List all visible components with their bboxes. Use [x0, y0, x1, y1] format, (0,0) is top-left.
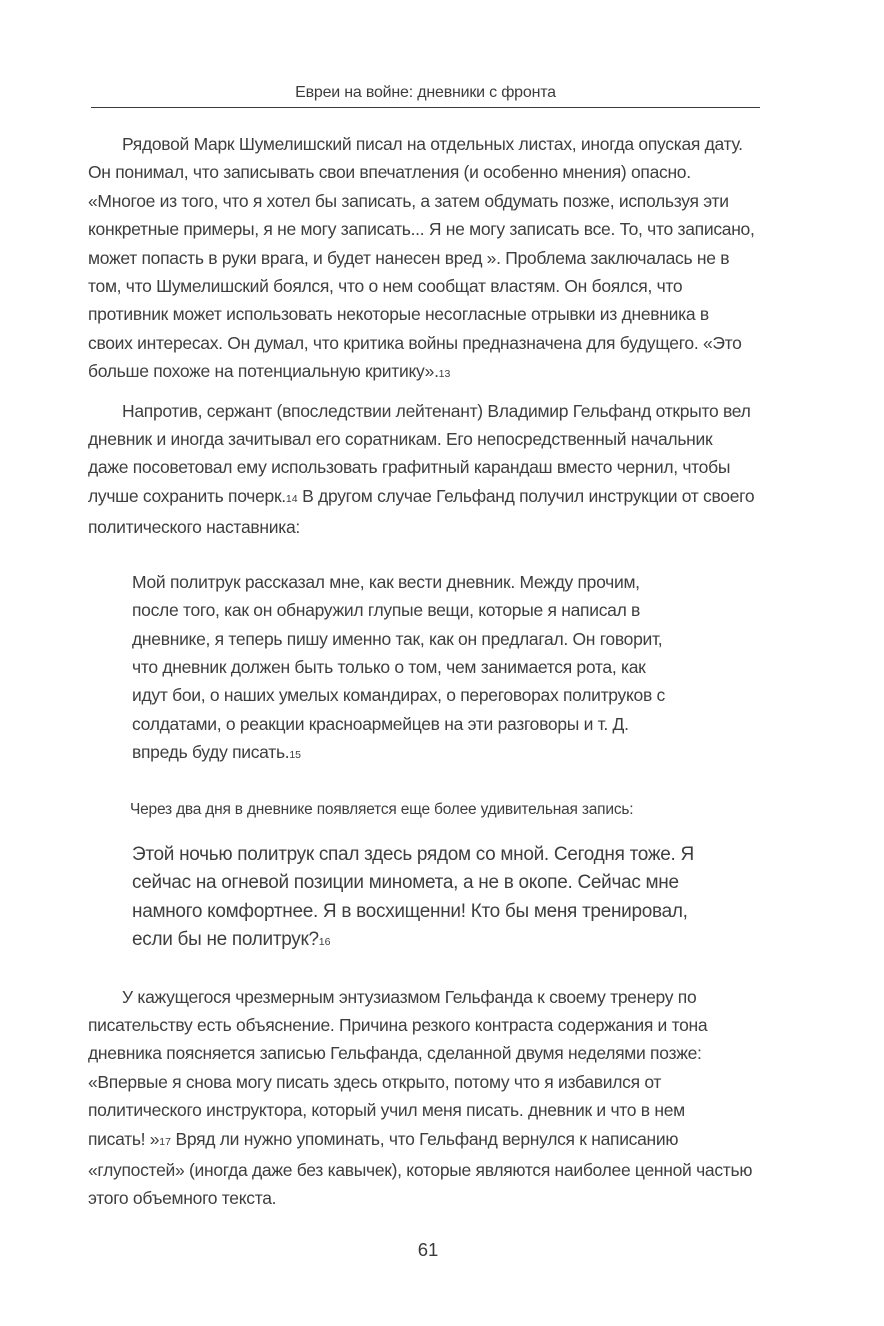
running-header-title: Евреи на войне: дневники с фронта — [295, 84, 556, 101]
page-number: 61 — [417, 1238, 439, 1260]
paragraph-explanation: У кажущегося чрезмерным энтузиазмом Гельфанда к своему тренеру по писательству есть объяснение. Причина резкого контраста содержания и тона дневника поясняется записью Гельфанда, сделанной двумя неделями позже: «Впервые я снова могу писать здесь открыто, потому что я избавился от политического инструктора, который учил меня писать. дневник и что в нем писать! »17 Вряд ли нужно упоминать, что Гельфанд вернулся к написанию «глупостей» (иногда даже без кавычек), которые являются наиболее ценной частью этого объемного текста. — [88, 986, 753, 1209]
footnote-ref: 16 — [318, 936, 331, 949]
footnote-ref: 14 — [285, 492, 298, 505]
block-quote-politruk-instructions: Мой политрук рассказал мне, как вести дневник. Между прочим, после того, как он обнаружил глупые вещи, которые я написал в дневнике, я теперь пишу именно так, как он предлагал. Он говорит, что дневник должен быть только о том, чем занимается рота, как идут бои, о наших умелых командирах, о переговорах политруков с солдатами, о реакции красноармейцев на эти разговоры и т. Д. впредь буду писать.15 — [132, 571, 665, 763]
footnote-ref: 13 — [438, 368, 451, 381]
paragraph-gelfand-intro: Напротив, сержант (впоследствии лейтенант) Владимир Гельфанд открыто вел дневник и иногда зачитывал его соратникам. Его непосредственный начальник даже посоветовал ему использовать графитный карандаш вместо чернил, чтобы лучше сохранить почерк.14 В другом случае Гельфанд получил инструкции от своего политического наставника: — [88, 400, 755, 538]
footnote-ref: 15 — [289, 749, 302, 762]
block-quote-diary-entry: Этой ночью политрук спал здесь рядом со мной. Сегодня тоже. Я сейчас на огневой позиции миномета, а не в окопе. Сейчас мне намного комфортнее. Я в восхищенни! Кто бы меня тренировал, если бы не политрук?16 — [132, 843, 694, 951]
paragraph-shumelishsky: Рядовой Марк Шумелишский писал на отдельных листах, иногда опуская дату. Он понимал, что записывать свои впечатления (и особенно мнения) опасно. «Многое из того, что я хотел бы записать, а затем обдумать позже, используя эти конкретные примеры, я не могу записать... Я не могу записать все. То, что записано, может попасть в руки врага, и будет нанесен вред ». Проблема заключалась не в том, что Шумелишский боялся, что о нем сообщат властям. Он боялся, что противник может использовать некоторые несогласные отрывки из дневника в своих интересах. Он думал, что критика войны предназначена для будущего. «Это больше похоже на потенциальную критику».13 — [88, 134, 755, 382]
footnote-ref: 17 — [159, 1135, 171, 1148]
running-header — [91, 0, 760, 108]
page-content — [88, 108, 768, 1261]
quote-intro-line: Через два дня в дневнике появляется еще более удивительная запись: — [130, 800, 634, 818]
